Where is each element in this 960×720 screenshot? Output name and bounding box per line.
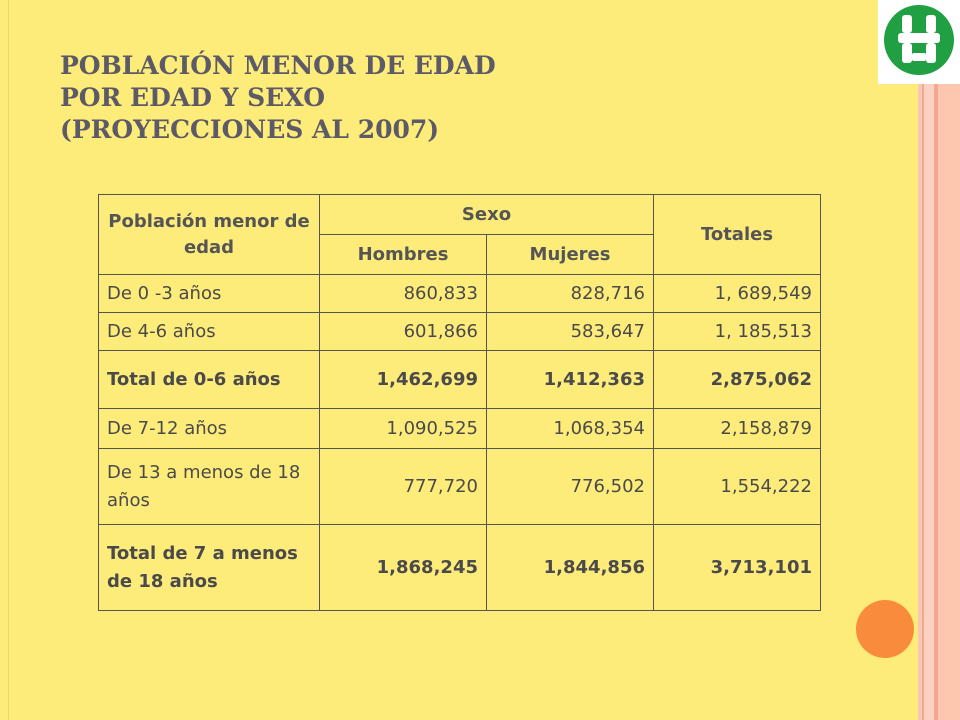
cell-hombres: 1,868,245 xyxy=(320,525,487,611)
row-label: De 4-6 años xyxy=(99,313,320,351)
cell-hombres: 860,833 xyxy=(320,275,487,313)
cell-total: 2,158,879 xyxy=(654,409,821,449)
title-line: POBLACIÓN MENOR DE EDAD xyxy=(60,51,496,80)
row-label: Total de 7 a menos de 18 años xyxy=(99,525,320,611)
table-row xyxy=(99,409,821,449)
decorative-orange-circle xyxy=(856,600,914,658)
row-label: De 0 -3 años xyxy=(99,275,320,313)
header-totales: Totales xyxy=(654,195,821,275)
left-border-line xyxy=(8,0,9,720)
title-line: POR EDAD Y SEXO xyxy=(60,83,325,112)
page-title xyxy=(60,50,760,146)
cell-total: 1, 689,549 xyxy=(654,275,821,313)
cell-mujeres: 1,068,354 xyxy=(487,409,654,449)
table-row-total xyxy=(99,351,821,409)
cell-total: 1,554,222 xyxy=(654,449,821,525)
cell-mujeres: 1,844,856 xyxy=(487,525,654,611)
institution-logo xyxy=(878,0,960,84)
header-age-group: Población menor de edad xyxy=(99,195,320,275)
cell-mujeres: 1,412,363 xyxy=(487,351,654,409)
cell-hombres: 1,090,525 xyxy=(320,409,487,449)
right-stripe xyxy=(938,0,960,720)
table-row-total xyxy=(99,525,821,611)
cell-hombres: 601,866 xyxy=(320,313,487,351)
cell-hombres: 777,720 xyxy=(320,449,487,525)
right-stripe xyxy=(924,0,934,720)
table-row xyxy=(99,449,821,525)
header-mujeres: Mujeres xyxy=(487,235,654,275)
row-label: De 13 a menos de 18 años xyxy=(99,449,320,525)
title-line: (PROYECCIONES AL 2007) xyxy=(60,115,440,144)
cell-total: 2,875,062 xyxy=(654,351,821,409)
logo-emblem-icon xyxy=(878,0,960,84)
header-hombres: Hombres xyxy=(320,235,487,275)
cell-total: 1, 185,513 xyxy=(654,313,821,351)
row-label: De 7-12 años xyxy=(99,409,320,449)
row-label: Total de 0-6 años xyxy=(99,351,320,409)
table-row xyxy=(99,313,821,351)
cell-mujeres: 583,647 xyxy=(487,313,654,351)
cell-hombres: 1,462,699 xyxy=(320,351,487,409)
table-row xyxy=(99,275,821,313)
cell-mujeres: 776,502 xyxy=(487,449,654,525)
cell-total: 3,713,101 xyxy=(654,525,821,611)
header-sexo: Sexo xyxy=(320,195,654,235)
cell-mujeres: 828,716 xyxy=(487,275,654,313)
population-table xyxy=(98,194,821,611)
